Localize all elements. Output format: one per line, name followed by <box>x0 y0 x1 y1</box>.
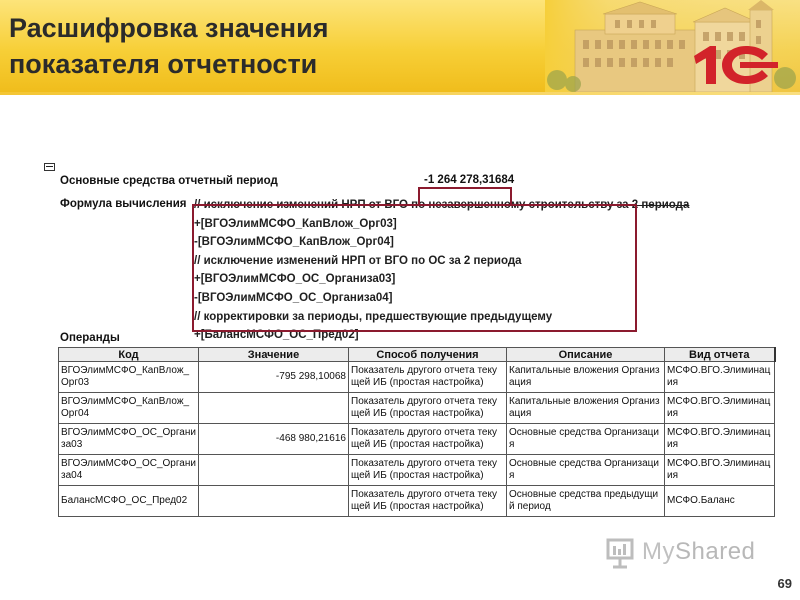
collapse-toggle-icon[interactable] <box>44 163 55 171</box>
cell-report-type: МСФО.Баланс <box>665 486 775 517</box>
header-divider <box>0 92 800 95</box>
formula-line: // исключение изменений НРП от ВГО по ОС за 2 периода <box>194 254 522 267</box>
col-header-description[interactable]: Описание <box>507 348 665 362</box>
cell-value: -795 298,10068 <box>199 362 349 393</box>
page-number: 69 <box>777 576 792 591</box>
table-row[interactable] <box>59 455 775 486</box>
formula-line: +[БалансМСФО_ОС_Пред02] <box>194 329 359 342</box>
myshared-watermark <box>604 536 774 572</box>
table-row[interactable] <box>59 362 775 393</box>
cell-description: Основные средства Организация <box>507 455 665 486</box>
formula-line: +[ВГОЭлимМСФО_ОС_Организа03] <box>194 273 396 286</box>
cell-report-type: МСФО.ВГО.Элиминация <box>665 393 775 424</box>
cell-code: БалансМСФО_ОС_Пред02 <box>59 486 199 517</box>
operands-table <box>58 347 776 517</box>
slide-header <box>0 0 800 92</box>
cell-code: ВГОЭлимМСФО_КапВлож_Орг03 <box>59 362 199 393</box>
cell-description: Основные средства Организация <box>507 424 665 455</box>
watermark-my: My <box>642 538 675 565</box>
col-header-method[interactable]: Способ получения <box>349 348 507 362</box>
indicator-label: Основные средства отчетный период <box>60 175 278 187</box>
formula-line: -[ВГОЭлимМСФО_ОС_Организа04] <box>194 291 393 304</box>
cell-method: Показатель другого отчета текущей ИБ (простая настройка) <box>349 424 507 455</box>
formula-label: Формула вычисления <box>60 198 187 210</box>
cell-report-type: МСФО.ВГО.Элиминация <box>665 455 775 486</box>
formula-line: // исключение изменений НРП от ВГО по незавершенному строительству за 2 периода <box>194 199 690 211</box>
indicator-value: -1 264 278,31684 <box>424 174 515 186</box>
formula-line: // корректировки за периоды, предшествующие предыдущему <box>194 310 553 323</box>
cell-method: Показатель другого отчета текущей ИБ (простая настройка) <box>349 393 507 424</box>
slide-title <box>9 10 429 82</box>
cell-method: Показатель другого отчета текущей ИБ (простая настройка) <box>349 455 507 486</box>
table-row[interactable] <box>59 393 775 424</box>
title-line-1: Расшифровка значения <box>9 13 329 43</box>
cell-description: Капитальные вложения Организация <box>507 393 665 424</box>
table-row[interactable] <box>59 486 775 517</box>
logo-1c <box>688 40 784 88</box>
table-row[interactable] <box>59 424 775 455</box>
operands-label: Операнды <box>60 332 120 344</box>
cell-value <box>199 486 349 517</box>
cell-description: Основные средства предыдущий период <box>507 486 665 517</box>
report-panel <box>44 160 774 515</box>
cell-method: Показатель другого отчета текущей ИБ (простая настройка) <box>349 486 507 517</box>
col-header-value[interactable]: Значение <box>199 348 349 362</box>
cell-method: Показатель другого отчета текущей ИБ (простая настройка) <box>349 362 507 393</box>
table-header-row <box>59 348 775 362</box>
cell-value <box>199 393 349 424</box>
presentation-screen-icon <box>604 536 638 570</box>
title-line-2: показателя отчетности <box>9 49 318 79</box>
cell-value <box>199 455 349 486</box>
cell-code: ВГОЭлимМСФО_ОС_Организа03 <box>59 424 199 455</box>
cell-code: ВГОЭлимМСФО_ОС_Организа04 <box>59 455 199 486</box>
formula-line: +[ВГОЭлимМСФО_КапВлож_Орг03] <box>194 217 397 230</box>
col-header-report-type[interactable]: Вид отчета <box>665 348 775 362</box>
cell-description: Капитальные вложения Организация <box>507 362 665 393</box>
highlight-frame-formula <box>192 204 637 332</box>
watermark-text <box>642 538 755 566</box>
col-header-code[interactable]: Код <box>59 348 199 362</box>
formula-line: -[ВГОЭлимМСФО_КапВлож_Орг04] <box>194 236 394 249</box>
cell-report-type: МСФО.ВГО.Элиминация <box>665 362 775 393</box>
cell-report-type: МСФО.ВГО.Элиминация <box>665 424 775 455</box>
watermark-rest: Shared <box>675 538 756 565</box>
cell-value: -468 980,21616 <box>199 424 349 455</box>
cell-code: ВГОЭлимМСФО_КапВлож_Орг04 <box>59 393 199 424</box>
